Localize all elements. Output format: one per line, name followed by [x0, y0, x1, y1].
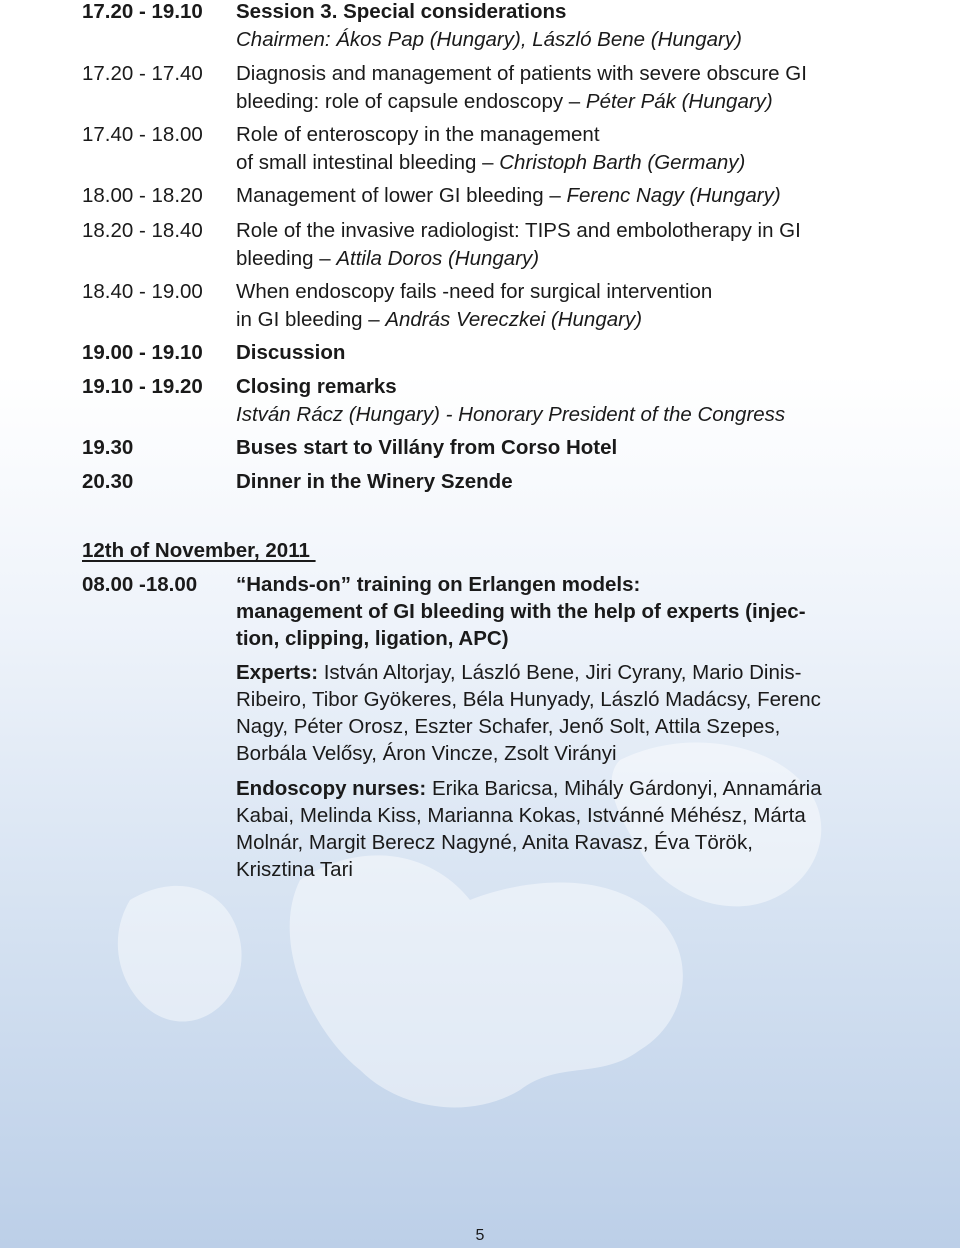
item-title: Discussion: [236, 341, 346, 364]
experts-names: Ribeiro, Tibor Gyökeres, Béla Hunyady, László Madácsy, Ferenc: [236, 688, 821, 711]
experts-names: István Altorjay, László Bene, Jiri Cyrany, Mario Dinis-: [323, 661, 802, 684]
experts-names: Borbála Velősy, Áron Vincze, Zsolt Virányi: [236, 742, 617, 765]
nurses-label: Endoscopy nurses:: [236, 777, 427, 800]
experts-names: Nagy, Péter Orosz, Eszter Schafer, Jenő Solt, Attila Szepes,: [236, 715, 781, 738]
item-time: 19.30: [82, 436, 134, 459]
training-title: “Hands-on” training on Erlangen models:: [236, 573, 641, 596]
training-title-continued: management of GI bleeding with the help of experts (injec-: [236, 600, 806, 623]
item-title: Closing remarks: [236, 375, 397, 398]
nurses-line: [236, 775, 822, 803]
item-title-continued: [236, 149, 745, 177]
item-title: Diagnosis and management of patients with severe obscure GI: [236, 62, 807, 85]
nurses-names: Krisztina Tari: [236, 858, 353, 881]
item-speaker: András Vereczkei (Hungary): [385, 308, 643, 331]
item-time: 17.40 - 18.00: [82, 123, 203, 146]
item-title: Buses start to Villány from Corso Hotel: [236, 436, 618, 459]
day-heading: 12th of November, 2011: [82, 539, 316, 562]
item-time: 17.20 - 17.40: [82, 62, 203, 85]
item-text: of small intestinal bleeding –: [236, 151, 494, 174]
item-title: [236, 182, 781, 210]
nurses-names: Kabai, Melinda Kiss, Marianna Kokas, Istvánné Méhész, Márta: [236, 804, 806, 827]
session-title: Session 3. Special considerations: [236, 0, 567, 23]
experts-label: Experts:: [236, 661, 319, 684]
training-title-continued: tion, clipping, ligation, APC): [236, 627, 509, 650]
item-time: 18.20 - 18.40: [82, 219, 203, 242]
item-title: When endoscopy fails -need for surgical intervention: [236, 280, 713, 303]
item-time: 19.00 - 19.10: [82, 341, 203, 364]
item-time: 19.10 - 19.20: [82, 375, 203, 398]
page-number: 5: [475, 1227, 485, 1244]
session-chairmen: Chairmen: Ákos Pap (Hungary), László Bene (Hungary): [236, 28, 742, 51]
item-title: Role of the invasive radiologist: TIPS and embolotherapy in GI: [236, 219, 801, 242]
item-speaker: Ferenc Nagy (Hungary): [566, 184, 781, 207]
nurses-names: Molnár, Margit Berecz Nagyné, Anita Ravasz, Éva Török,: [236, 831, 753, 854]
training-time: 08.00 -18.00: [82, 573, 198, 596]
item-time: 18.00 - 18.20: [82, 184, 203, 207]
item-text: bleeding: role of capsule endoscopy –: [236, 90, 581, 113]
item-title-continued: [236, 88, 773, 116]
item-time: 20.30: [82, 470, 134, 493]
experts-line: [236, 659, 801, 687]
item-speaker: Péter Pák (Hungary): [585, 90, 773, 113]
item-text: bleeding –: [236, 247, 331, 270]
item-text: Management of lower GI bleeding –: [236, 184, 561, 207]
item-speaker: Attila Doros (Hungary): [336, 247, 540, 270]
item-speaker: Christoph Barth (Germany): [499, 151, 746, 174]
item-text: in GI bleeding –: [236, 308, 380, 331]
nurses-names: Erika Baricsa, Mihály Gárdonyi, Annamária: [431, 777, 822, 800]
session-time: 17.20 - 19.10: [82, 0, 203, 23]
item-title-continued: [236, 245, 539, 273]
item-title-continued: [236, 306, 642, 334]
item-title: Dinner in the Winery Szende: [236, 470, 513, 493]
item-subtitle: István Rácz (Hungary) - Honorary President of the Congress: [236, 403, 786, 426]
item-title: Role of enteroscopy in the management: [236, 123, 600, 146]
item-time: 18.40 - 19.00: [82, 280, 203, 303]
